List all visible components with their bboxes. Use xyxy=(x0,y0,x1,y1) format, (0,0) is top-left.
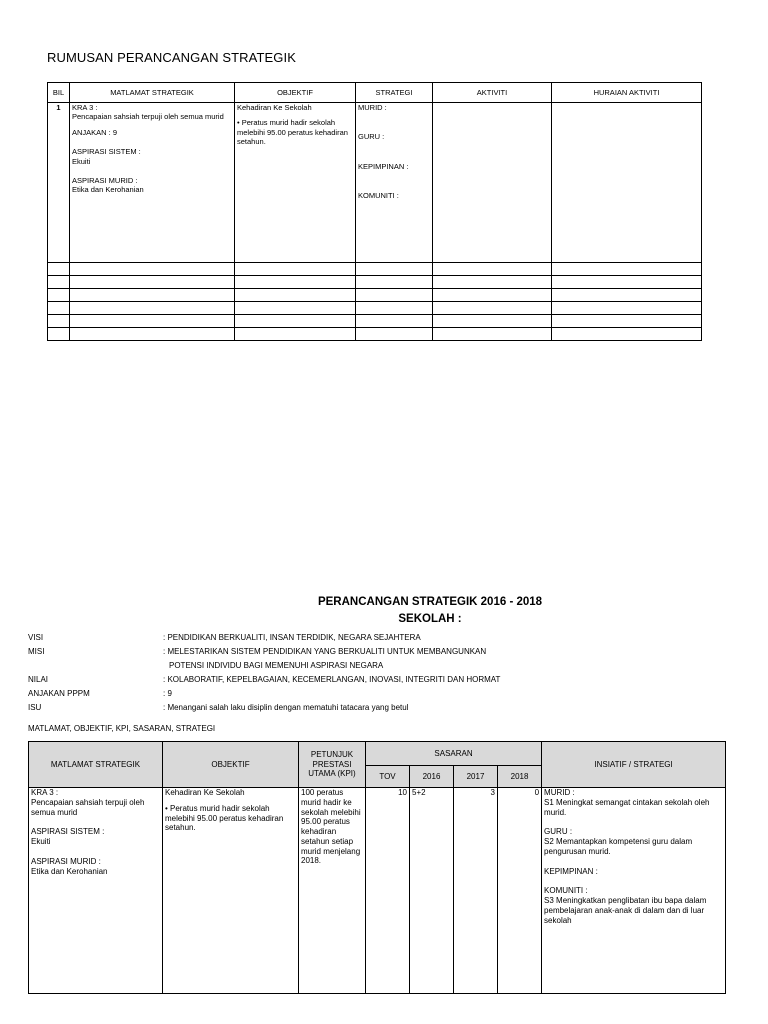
plan-title: PERANCANGAN STRATEGIK 2016 - 2018 xyxy=(317,596,543,608)
table-row xyxy=(48,263,702,276)
objektif-text: • Peratus murid hadir sekolah melebihi 95.00 peratus kehadiran setahun. xyxy=(237,118,348,147)
info-label: VISI xyxy=(28,633,44,642)
target-2017-cell: 3 xyxy=(454,788,498,994)
info-value: POTENSI INDIVIDU BAGI MEMENUHI ASPIRASI NEGARA xyxy=(169,661,384,670)
objektif-title: Kehadiran Ke Sekolah xyxy=(237,103,312,112)
strategi-murid: MURID : xyxy=(358,103,387,112)
strategi-kepimpinan: KEPIMPINAN : xyxy=(358,161,409,171)
table-row xyxy=(48,103,702,263)
info-value: : Menangani salah laku disiplin dengan mematuhi tatacara yang betul xyxy=(163,703,409,712)
header-2018: 2018 xyxy=(498,766,542,788)
header-objektif: OBJEKTIF xyxy=(163,742,299,788)
header-strategi: STRATEGI xyxy=(356,83,433,103)
target-2018-cell: 0 xyxy=(498,788,542,994)
info-value: : KOLABORATIF, KEPELBAGAIAN, KECEMERLANGAN, INOVASI, INTEGRITI DAN HORMAT xyxy=(163,675,501,684)
info-value: : PENDIDIKAN BERKUALITI, INSAN TERDIDIK, NEGARA SEJAHTERA xyxy=(163,633,421,642)
table-row xyxy=(48,276,702,289)
aktiviti-cell xyxy=(433,103,552,263)
info-label: ISU xyxy=(28,703,42,712)
header-bil: BIL xyxy=(48,83,70,103)
kra-text: Pencapaian sahsiah terpuji oleh semua murid xyxy=(31,797,145,817)
rumusan-table xyxy=(47,82,702,341)
strategi-cell xyxy=(356,103,433,263)
murid-label: MURID : xyxy=(544,788,575,797)
info-label: ANJAKAN PPPM xyxy=(28,689,90,698)
header-2017: 2017 xyxy=(454,766,498,788)
target-2016-cell: 5+2 xyxy=(410,788,454,994)
header-matlamat: MATLAMAT STRATEGIK xyxy=(29,742,163,788)
strategy-s2: S2 Memantapkan kompetensi guru dalam pengurusan murid. xyxy=(544,837,693,856)
aspirasi-sistem-value: Ekuiti xyxy=(72,156,91,166)
table-row xyxy=(48,289,702,302)
inisiatif-cell xyxy=(542,788,726,994)
kra-text: Pencapaian sahsiah terpuji oleh semua murid xyxy=(72,112,224,122)
strategi-komuniti: KOMUNITI : xyxy=(358,191,399,201)
header-tov: TOV xyxy=(366,766,410,788)
aspirasi-murid-label: ASPIRASI MURID : xyxy=(31,856,101,866)
header-huraian: HURAIAN AKTIVITI xyxy=(552,83,702,103)
section-heading: MATLAMAT, OBJEKTIF, KPI, SASARAN, STRATEGI xyxy=(28,724,216,733)
header-inisiatif: INSIATIF / STRATEGI xyxy=(542,742,726,788)
objektif-cell xyxy=(235,103,356,263)
info-value: : 9 xyxy=(163,689,172,698)
strategic-plan-table xyxy=(28,741,726,994)
tov-cell: 10 xyxy=(366,788,410,994)
aspirasi-murid-label: ASPIRASI MURID : xyxy=(72,175,138,185)
header-2016: 2016 xyxy=(410,766,454,788)
aspirasi-sistem-value: Ekuiti xyxy=(31,837,51,846)
objektif-cell xyxy=(163,788,299,994)
table-row xyxy=(48,315,702,328)
kra-label: KRA 3 : xyxy=(72,103,98,112)
aspirasi-sistem-label: ASPIRASI SISTEM : xyxy=(31,827,105,837)
komuniti-label: KOMUNITI : xyxy=(544,886,588,896)
huraian-cell xyxy=(552,103,702,263)
kepimpinan-label: KEPIMPINAN : xyxy=(544,866,598,876)
guru-label: GURU : xyxy=(544,827,573,837)
header-aktiviti: AKTIVITI xyxy=(433,83,552,103)
strategy-s1: S1 Meningkat semangat cintakan sekolah oleh murid. xyxy=(544,797,710,817)
strategi-guru: GURU : xyxy=(358,132,385,142)
info-label: MISI xyxy=(28,647,45,656)
header-objektif: OBJEKTIF xyxy=(235,83,356,103)
strategy-s3: S3 Meningkatkan penglibatan ibu bapa dalam pembelajaran anak-anak di dalam dan di luar sekolah xyxy=(544,896,707,925)
objektif-title: Kehadiran Ke Sekolah xyxy=(165,788,245,797)
table-row xyxy=(29,788,726,994)
bil-cell: 1 xyxy=(48,103,70,263)
info-value: : MELESTARIKAN SISTEM PENDIDIKAN YANG BERKUALITI UNTUK MEMBANGUNKAN xyxy=(163,647,487,656)
aspirasi-sistem-label: ASPIRASI SISTEM : xyxy=(72,147,141,157)
header-kpi: PETUNJUK PRESTASI UTAMA (KPI) xyxy=(299,742,366,788)
page-title: RUMUSAN PERANCANGAN STRATEGIK xyxy=(47,50,296,65)
kra-label: KRA 3 : xyxy=(31,788,59,797)
objektif-text: • Peratus murid hadir sekolah melebihi 95.00 peratus kehadiran setahun. xyxy=(165,803,284,833)
info-label: NILAI xyxy=(28,675,49,684)
aspirasi-murid-value: Etika dan Kerohanian xyxy=(72,185,144,195)
school-label: SEKOLAH : xyxy=(398,613,462,625)
aspirasi-murid-value: Etika dan Kerohanian xyxy=(31,866,108,876)
header-sasaran: SASARAN xyxy=(366,742,542,766)
matlamat-cell xyxy=(29,788,163,994)
anjakan-label: ANJAKAN : 9 xyxy=(72,127,118,137)
table-row xyxy=(48,302,702,315)
kpi-cell: 100 peratus murid hadir ke sekolah melebihi 95.00 peratus kehadiran setahun setiap murid menjelang 2018. xyxy=(299,788,366,994)
header-matlamat: MATLAMAT STRATEGIK xyxy=(70,83,235,103)
table-row xyxy=(48,328,702,341)
matlamat-cell xyxy=(70,103,235,263)
